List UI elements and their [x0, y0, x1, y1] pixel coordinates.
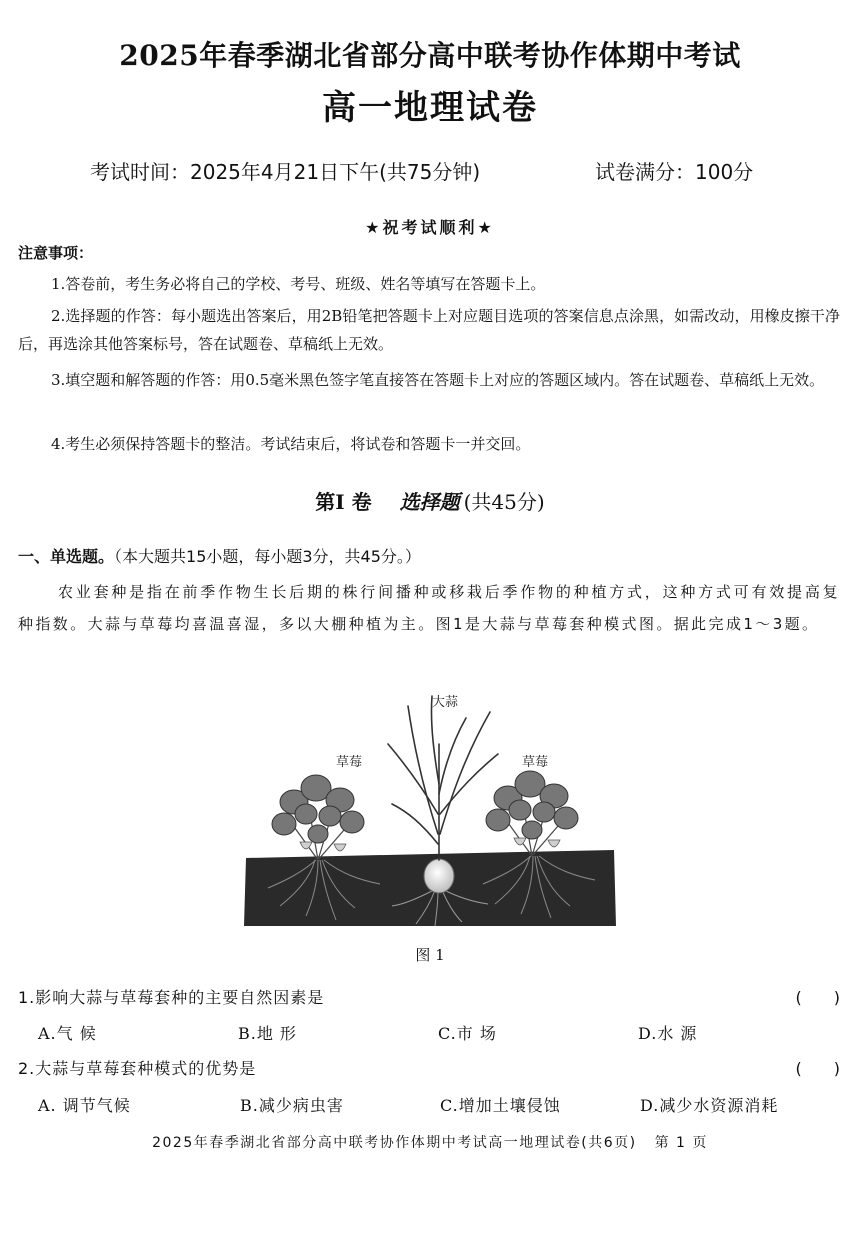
- good-luck-banner: ★祝考试顺利★: [365, 218, 495, 237]
- question-group-desc: （本大题共15小题，每小题3分，共45分。）: [114, 547, 421, 566]
- material-intro: 农业套种是指在前季作物生长后期的株行间播种或移栽后季作物的种植方式，这种方式可有效提高复种指数。大蒜与草莓均喜温喜湿，多以大棚种植为主。图1是大蒜与草莓套种模式图。据此完成1～3题。: [18, 583, 840, 633]
- label-strawberry-right: 草莓: [522, 755, 549, 770]
- full-score: 试卷满分：100分: [595, 160, 754, 184]
- garlic-leaves: [388, 696, 498, 860]
- option-a: A.气 候: [38, 1024, 97, 1043]
- option-b: B.减少病虫害: [240, 1096, 344, 1115]
- section-score: (共45分): [463, 490, 545, 514]
- question-stem: 2.大蒜与草莓套种模式的优势是: [18, 1059, 257, 1078]
- section-name: 选择题: [399, 490, 460, 514]
- option-d: D.减少水资源消耗: [640, 1096, 779, 1115]
- question-1: [18, 985, 840, 1008]
- page-footer: [0, 1132, 860, 1152]
- option-a: A. 调节气候: [38, 1096, 131, 1115]
- option-d: D.水 源: [638, 1024, 698, 1043]
- label-garlic: 大蒜: [432, 695, 459, 710]
- question-stem: 1.影响大蒜与草莓套种的主要自然因素是: [18, 988, 325, 1007]
- intercropping-diagram: [240, 684, 620, 930]
- figure-caption: 图 1: [415, 946, 445, 964]
- exam-info-line: [90, 156, 790, 185]
- option-c: C.增加土壤侵蚀: [440, 1096, 561, 1115]
- question-2: [18, 1056, 840, 1079]
- answer-paren: ( ): [795, 988, 840, 1007]
- note-item: 3.填空题和解答题的作答：用0.5毫米黑色签字笔直接答在答题卡上对应的答题区域内。答在试题卷、草稿纸上无效。: [51, 371, 825, 389]
- strawberry-plant-right: [486, 771, 578, 856]
- garlic-bulb: [424, 859, 454, 893]
- exam-subject-title: 高一地理试卷: [322, 88, 538, 128]
- footer-text: 2025年春季湖北省部分高中联考协作体期中考试高一地理试卷(共6页): [152, 1135, 637, 1151]
- note-item: 2.选择题的作答：每小题选出答案后，用2B铅笔把答题卡上对应题目选项的答案信息点涂黑，如需改动，用橡皮擦干净后，再选涂其他答案标号，答在试题卷、草稿纸上无效。: [18, 307, 840, 353]
- option-b: B.地 形: [238, 1024, 297, 1043]
- question-group-heading: [18, 544, 421, 567]
- question-group-title: 一、单选题。: [18, 547, 115, 566]
- page-number: 第 1 页: [654, 1135, 708, 1151]
- exam-title: 2025年春季湖北省部分高中联考协作体期中考试: [119, 39, 741, 72]
- section-part: 第I 卷: [315, 490, 372, 514]
- section-heading: [0, 486, 860, 515]
- label-strawberry-left: 草莓: [336, 755, 363, 770]
- note-item: 1.答卷前，考生务必将自己的学校、考号、班级、姓名等填写在答题卡上。: [51, 275, 546, 293]
- option-c: C.市 场: [438, 1024, 497, 1043]
- notes-heading: 注意事项：: [18, 244, 94, 262]
- exam-time: 考试时间：2025年4月21日下午(共75分钟): [90, 160, 481, 184]
- strawberry-plant-left: [272, 775, 364, 860]
- answer-paren: ( ): [795, 1059, 840, 1078]
- note-item: 4.考生必须保持答题卡的整洁。考试结束后，将试卷和答题卡一并交回。: [51, 435, 531, 453]
